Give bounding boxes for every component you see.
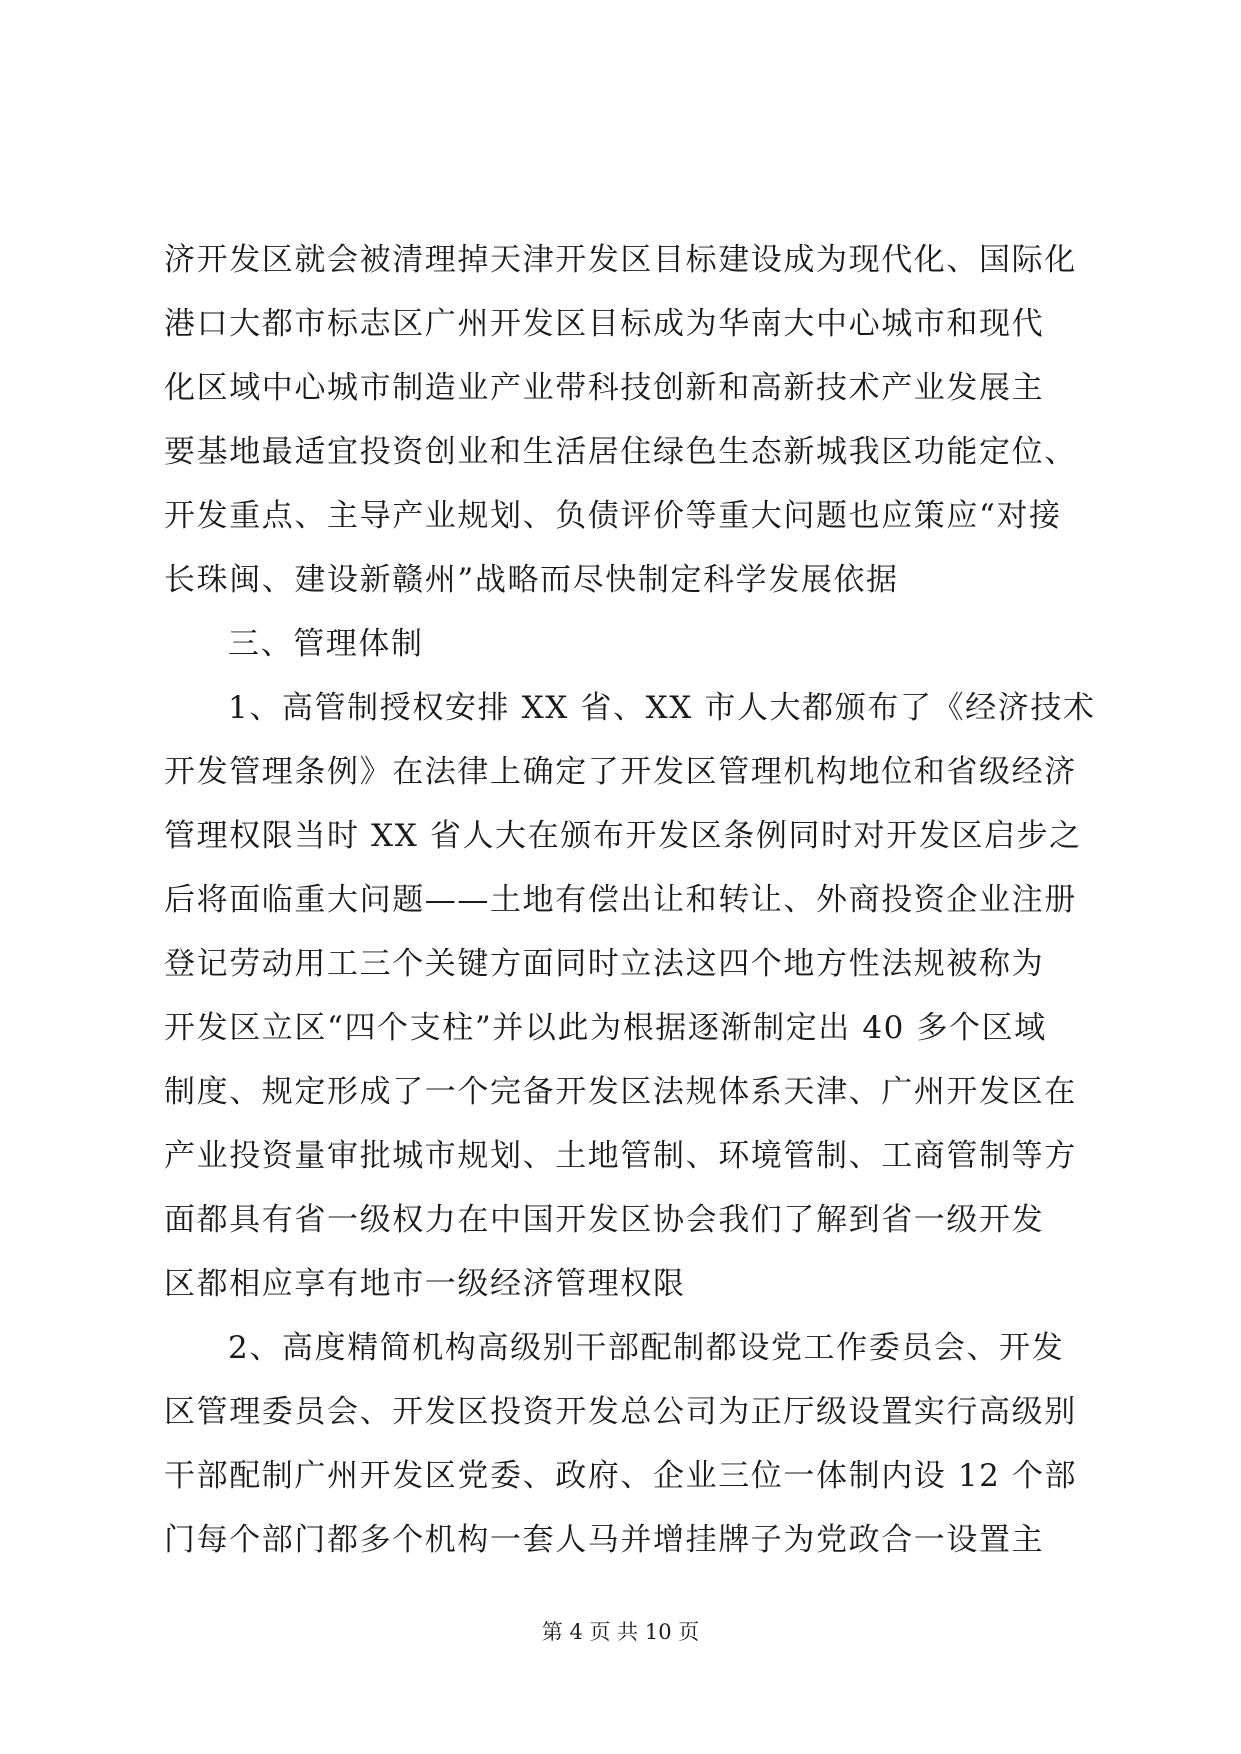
text-line: 长珠闽、建设新赣州”战略而尽快制定科学发展依据 [164,562,899,598]
text-line: 区都相应享有地市一级经济管理权限 [164,1266,686,1302]
text-line: 开发区立区“四个支柱”并以此为根据逐渐制定出 40 多个区域 [164,1010,1047,1046]
text-line: 要基地最适宜投资创业和生活居住绿色生态新城我区功能定位、 [164,434,1077,470]
page-number-footer: 第 4 页 共 10 页 [541,1620,700,1644]
text-line: 化区域中心城市制造业产业带科技创新和高新技术产业发展主 [164,370,1045,406]
text-line: 济开发区就会被清理掉天津开发区目标建设成为现代化、国际化 [164,242,1077,278]
paragraph-first-line: 1、高管制授权安排 XX 省、XX 市人大都颁布了《经济技术 [228,690,1096,726]
text-line: 管理权限当时 XX 省人大在颁布开发区条例同时对开发区启步之 [164,818,1082,854]
text-line: 制度、规定形成了一个完备开发区法规体系天津、广州开发区在 [164,1074,1077,1110]
document-body [164,228,1096,1572]
text-line: 面都具有省一级权力在中国开发区协会我们了解到省一级开发 [164,1202,1045,1238]
text-line: 港口大都市标志区广州开发区目标成为华南大中心城市和现代 [164,306,1045,342]
text-line: 干部配制广州开发区党委、政府、企业三位一体制内设 12 个部 [164,1458,1078,1494]
paragraph-first-line: 2、高度精简机构高级别干部配制都设党工作委员会、开发 [228,1330,1065,1366]
text-line: 区管理委员会、开发区投资开发总公司为正厅级设置实行高级别 [164,1394,1077,1430]
text-line: 登记劳动用工三个关键方面同时立法这四个地方性法规被称为 [164,946,1045,982]
text-line: 开发重点、主导产业规划、负债评价等重大问题也应策应“对接 [164,498,1062,534]
section-heading: 三、管理体制 [228,626,424,662]
text-line: 产业投资量审批城市规划、土地管制、环境管制、工商管制等方 [164,1138,1077,1174]
text-line: 门每个部门都多个机构一套人马并增挂牌子为党政合一设置主 [164,1522,1045,1558]
text-line: 开发管理条例》在法律上确定了开发区管理机构地位和省级经济 [164,754,1077,790]
text-line: 后将面临重大问题——土地有偿出让和转让、外商投资企业注册 [164,882,1077,918]
